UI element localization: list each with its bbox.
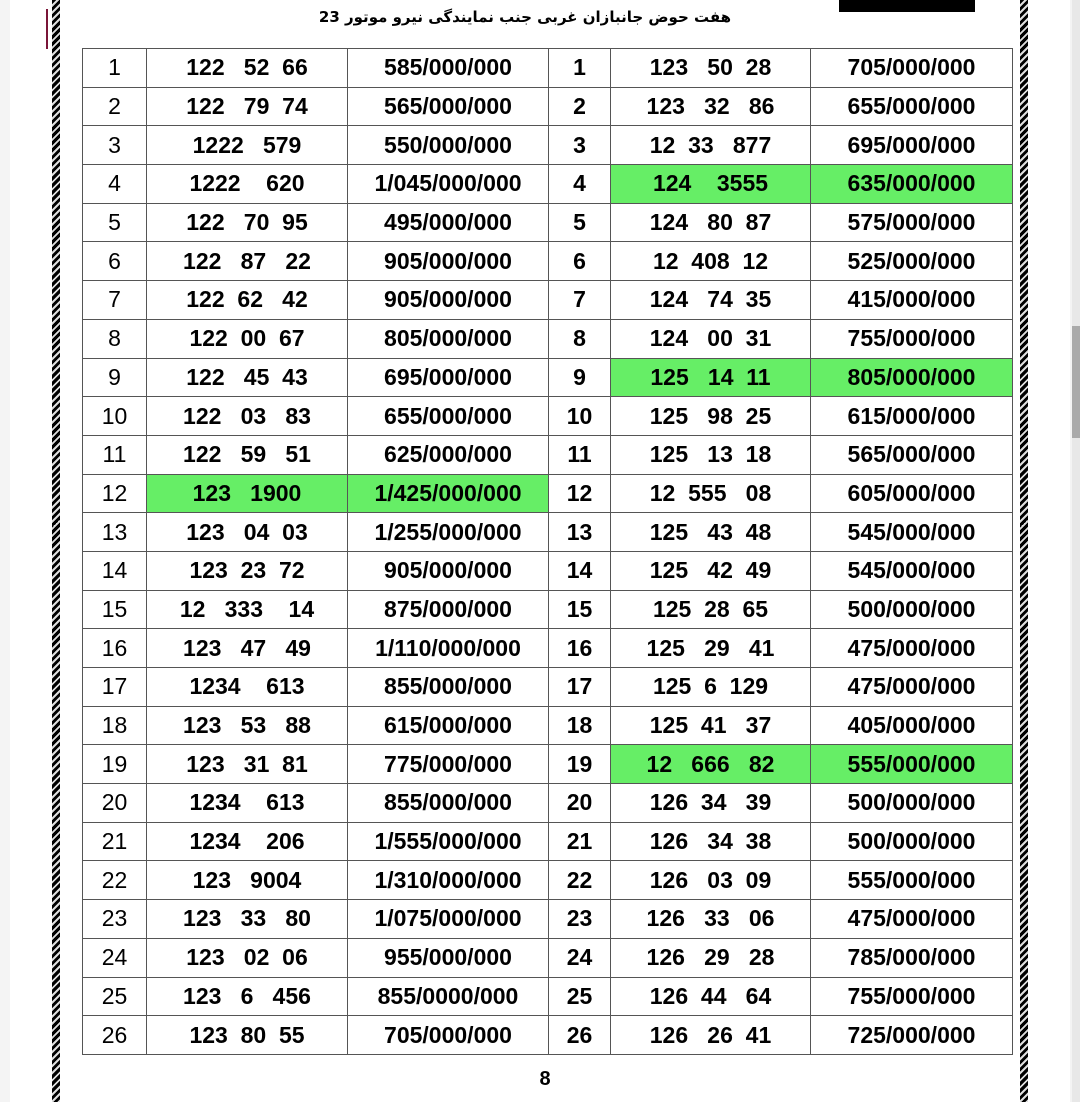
plate-number-right: 123 50 28 xyxy=(611,49,811,88)
price-left: 695/000/000 xyxy=(348,358,549,397)
plate-number-right: 125 42 49 xyxy=(611,551,811,590)
price-left: 955/000/000 xyxy=(348,938,549,977)
plate-number-right: 126 34 39 xyxy=(611,784,811,823)
table-row xyxy=(83,474,1013,513)
row-index-right: 12 xyxy=(549,474,611,513)
plate-number-right: 126 44 64 xyxy=(611,977,811,1016)
plate-number-right: 12 555 08 xyxy=(611,474,811,513)
price-left: 855/000/000 xyxy=(348,784,549,823)
price-right: 500/000/000 xyxy=(811,784,1013,823)
row-index-left: 6 xyxy=(83,242,147,281)
row-index-left: 16 xyxy=(83,629,147,668)
plate-number-right: 125 28 65 xyxy=(611,590,811,629)
plate-number-right: 124 80 87 xyxy=(611,203,811,242)
price-right: 575/000/000 xyxy=(811,203,1013,242)
plate-number-right: 123 32 86 xyxy=(611,87,811,126)
table-row xyxy=(83,1016,1013,1055)
price-left: 875/000/000 xyxy=(348,590,549,629)
price-left: 805/000/000 xyxy=(348,319,549,358)
price-right: 695/000/000 xyxy=(811,126,1013,165)
table-row xyxy=(83,861,1013,900)
plate-number-left: 123 33 80 xyxy=(147,900,348,939)
price-right: 555/000/000 xyxy=(811,745,1013,784)
plate-number-left: 122 62 42 xyxy=(147,281,348,320)
row-index-left: 12 xyxy=(83,474,147,513)
plate-number-right: 125 98 25 xyxy=(611,397,811,436)
row-index-right: 16 xyxy=(549,629,611,668)
price-right: 500/000/000 xyxy=(811,590,1013,629)
row-index-right: 7 xyxy=(549,281,611,320)
table-row xyxy=(83,668,1013,707)
table-row xyxy=(83,87,1013,126)
row-index-right: 5 xyxy=(549,203,611,242)
price-left: 1/110/000/000 xyxy=(348,629,549,668)
text-cursor-mark xyxy=(46,9,48,49)
table-row xyxy=(83,165,1013,204)
row-index-left: 25 xyxy=(83,977,147,1016)
page-number: 8 xyxy=(539,1068,551,1090)
price-right: 475/000/000 xyxy=(811,900,1013,939)
plate-number-left: 12 333 14 xyxy=(147,590,348,629)
table-row xyxy=(83,281,1013,320)
plate-number-left: 1222 579 xyxy=(147,126,348,165)
scrollbar-thumb[interactable] xyxy=(1072,326,1080,438)
price-right: 755/000/000 xyxy=(811,319,1013,358)
price-left: 1/075/000/000 xyxy=(348,900,549,939)
plate-number-left: 123 1900 xyxy=(147,474,348,513)
price-left: 905/000/000 xyxy=(348,551,549,590)
price-right: 705/000/000 xyxy=(811,49,1013,88)
row-index-right: 11 xyxy=(549,435,611,474)
price-right: 805/000/000 xyxy=(811,358,1013,397)
price-left: 1/555/000/000 xyxy=(348,822,549,861)
row-index-right: 1 xyxy=(549,49,611,88)
plate-number-right: 12 33 877 xyxy=(611,126,811,165)
plate-number-right: 124 00 31 xyxy=(611,319,811,358)
table-row xyxy=(83,319,1013,358)
row-index-right: 26 xyxy=(549,1016,611,1055)
price-right: 755/000/000 xyxy=(811,977,1013,1016)
row-index-left: 21 xyxy=(83,822,147,861)
plate-number-left: 123 53 88 xyxy=(147,706,348,745)
table-row xyxy=(83,435,1013,474)
plate-number-left: 122 03 83 xyxy=(147,397,348,436)
plate-number-right: 125 6 129 xyxy=(611,668,811,707)
price-right: 565/000/000 xyxy=(811,435,1013,474)
price-right: 635/000/000 xyxy=(811,165,1013,204)
price-right: 555/000/000 xyxy=(811,861,1013,900)
price-right: 500/000/000 xyxy=(811,822,1013,861)
row-index-right: 14 xyxy=(549,551,611,590)
plate-number-left: 123 02 06 xyxy=(147,938,348,977)
row-index-left: 26 xyxy=(83,1016,147,1055)
plate-number-left: 122 00 67 xyxy=(147,319,348,358)
price-right: 785/000/000 xyxy=(811,938,1013,977)
row-index-left: 13 xyxy=(83,513,147,552)
price-right: 525/000/000 xyxy=(811,242,1013,281)
price-left: 775/000/000 xyxy=(348,745,549,784)
table-row xyxy=(83,900,1013,939)
plate-number-right: 126 33 06 xyxy=(611,900,811,939)
redaction-bar xyxy=(839,0,975,12)
price-left: 1/045/000/000 xyxy=(348,165,549,204)
plate-number-right: 126 03 09 xyxy=(611,861,811,900)
plate-number-right: 126 26 41 xyxy=(611,1016,811,1055)
plate-number-left: 123 04 03 xyxy=(147,513,348,552)
row-index-left: 20 xyxy=(83,784,147,823)
row-index-left: 23 xyxy=(83,900,147,939)
plate-number-left: 123 6 456 xyxy=(147,977,348,1016)
row-index-right: 8 xyxy=(549,319,611,358)
row-index-right: 21 xyxy=(549,822,611,861)
plate-number-right: 125 14 11 xyxy=(611,358,811,397)
row-index-left: 18 xyxy=(83,706,147,745)
table-row xyxy=(83,203,1013,242)
table-row xyxy=(83,784,1013,823)
row-index-left: 7 xyxy=(83,281,147,320)
price-right: 475/000/000 xyxy=(811,668,1013,707)
plate-number-left: 123 23 72 xyxy=(147,551,348,590)
row-index-right: 3 xyxy=(549,126,611,165)
row-index-left: 22 xyxy=(83,861,147,900)
price-left: 585/000/000 xyxy=(348,49,549,88)
price-table xyxy=(82,48,1013,1055)
row-index-left: 5 xyxy=(83,203,147,242)
table-row xyxy=(83,126,1013,165)
price-left: 1/425/000/000 xyxy=(348,474,549,513)
plate-number-right: 12 666 82 xyxy=(611,745,811,784)
price-left: 905/000/000 xyxy=(348,242,549,281)
price-left: 615/000/000 xyxy=(348,706,549,745)
table-row xyxy=(83,49,1013,88)
plate-number-left: 122 59 51 xyxy=(147,435,348,474)
price-left: 705/000/000 xyxy=(348,1016,549,1055)
table-row xyxy=(83,706,1013,745)
table-row xyxy=(83,513,1013,552)
table-row xyxy=(83,977,1013,1016)
plate-number-right: 125 13 18 xyxy=(611,435,811,474)
price-right: 405/000/000 xyxy=(811,706,1013,745)
plate-number-right: 126 29 28 xyxy=(611,938,811,977)
row-index-left: 8 xyxy=(83,319,147,358)
table-row xyxy=(83,745,1013,784)
price-left: 855/000/000 xyxy=(348,668,549,707)
plate-number-right: 12 408 12 xyxy=(611,242,811,281)
price-right: 475/000/000 xyxy=(811,629,1013,668)
price-right: 605/000/000 xyxy=(811,474,1013,513)
plate-number-left: 1234 613 xyxy=(147,784,348,823)
row-index-left: 3 xyxy=(83,126,147,165)
row-index-left: 19 xyxy=(83,745,147,784)
left-hatched-border xyxy=(52,0,60,1102)
row-index-right: 25 xyxy=(549,977,611,1016)
table-row xyxy=(83,358,1013,397)
plate-number-right: 125 43 48 xyxy=(611,513,811,552)
row-index-right: 23 xyxy=(549,900,611,939)
plate-number-left: 122 70 95 xyxy=(147,203,348,242)
row-index-left: 1 xyxy=(83,49,147,88)
price-left: 905/000/000 xyxy=(348,281,549,320)
row-index-right: 6 xyxy=(549,242,611,281)
price-left: 625/000/000 xyxy=(348,435,549,474)
row-index-right: 10 xyxy=(549,397,611,436)
table-row xyxy=(83,629,1013,668)
scrollbar-track[interactable] xyxy=(1072,0,1080,1102)
row-index-right: 18 xyxy=(549,706,611,745)
plate-number-right: 125 29 41 xyxy=(611,629,811,668)
plate-number-left: 1234 206 xyxy=(147,822,348,861)
price-left: 565/000/000 xyxy=(348,87,549,126)
row-index-left: 24 xyxy=(83,938,147,977)
row-index-right: 9 xyxy=(549,358,611,397)
row-index-right: 22 xyxy=(549,861,611,900)
table-row xyxy=(83,551,1013,590)
row-index-right: 17 xyxy=(549,668,611,707)
price-left: 550/000/000 xyxy=(348,126,549,165)
document-title: هفت حوض جانبازان غربی جنب نمایندگی نیرو موتور 23 xyxy=(318,8,732,26)
price-left: 1/310/000/000 xyxy=(348,861,549,900)
row-index-right: 15 xyxy=(549,590,611,629)
row-index-right: 19 xyxy=(549,745,611,784)
row-index-left: 10 xyxy=(83,397,147,436)
plate-number-left: 122 79 74 xyxy=(147,87,348,126)
row-index-right: 4 xyxy=(549,165,611,204)
plate-number-left: 123 9004 xyxy=(147,861,348,900)
table-row xyxy=(83,590,1013,629)
plate-number-left: 1222 620 xyxy=(147,165,348,204)
price-right: 615/000/000 xyxy=(811,397,1013,436)
price-right: 725/000/000 xyxy=(811,1016,1013,1055)
plate-number-left: 123 47 49 xyxy=(147,629,348,668)
price-left: 1/255/000/000 xyxy=(348,513,549,552)
price-right: 545/000/000 xyxy=(811,513,1013,552)
plate-number-left: 123 31 81 xyxy=(147,745,348,784)
table-row xyxy=(83,397,1013,436)
plate-number-left: 122 52 66 xyxy=(147,49,348,88)
price-right: 655/000/000 xyxy=(811,87,1013,126)
price-left: 495/000/000 xyxy=(348,203,549,242)
row-index-left: 4 xyxy=(83,165,147,204)
table-row xyxy=(83,242,1013,281)
row-index-left: 2 xyxy=(83,87,147,126)
price-left: 855/0000/000 xyxy=(348,977,549,1016)
plate-number-left: 1234 613 xyxy=(147,668,348,707)
row-index-left: 14 xyxy=(83,551,147,590)
price-right: 545/000/000 xyxy=(811,551,1013,590)
row-index-right: 20 xyxy=(549,784,611,823)
row-index-left: 9 xyxy=(83,358,147,397)
plate-number-right: 124 3555 xyxy=(611,165,811,204)
right-hatched-border xyxy=(1020,0,1028,1102)
price-right: 415/000/000 xyxy=(811,281,1013,320)
plate-number-left: 123 80 55 xyxy=(147,1016,348,1055)
plate-number-left: 122 45 43 xyxy=(147,358,348,397)
table-row xyxy=(83,938,1013,977)
row-index-right: 24 xyxy=(549,938,611,977)
plate-number-right: 124 74 35 xyxy=(611,281,811,320)
row-index-right: 13 xyxy=(549,513,611,552)
plate-number-left: 122 87 22 xyxy=(147,242,348,281)
row-index-left: 15 xyxy=(83,590,147,629)
plate-number-right: 125 41 37 xyxy=(611,706,811,745)
table-row xyxy=(83,822,1013,861)
row-index-right: 2 xyxy=(549,87,611,126)
price-left: 655/000/000 xyxy=(348,397,549,436)
row-index-left: 11 xyxy=(83,435,147,474)
plate-number-right: 126 34 38 xyxy=(611,822,811,861)
row-index-left: 17 xyxy=(83,668,147,707)
